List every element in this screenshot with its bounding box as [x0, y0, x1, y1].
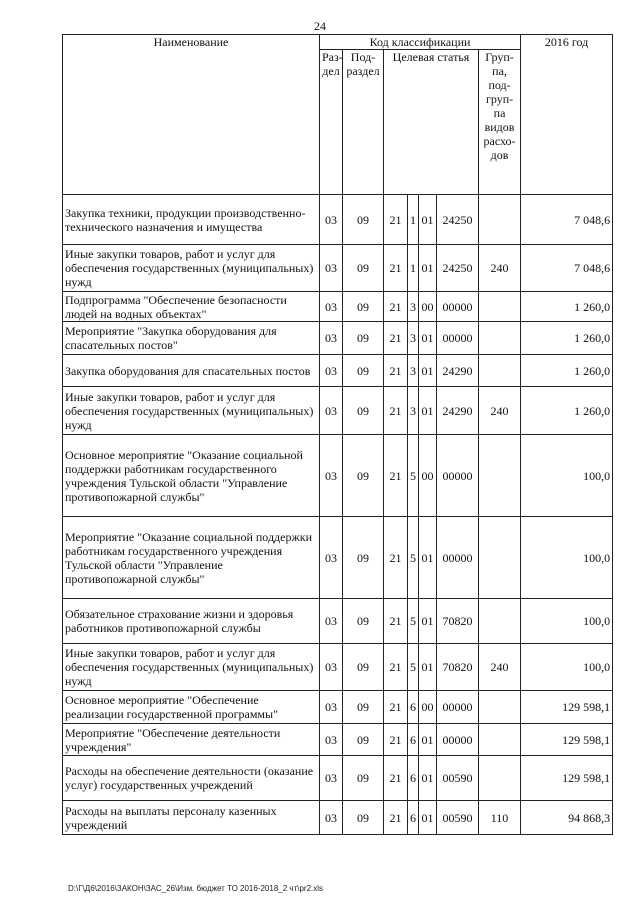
row-target-subprogram: 3: [408, 292, 419, 322]
row-target-direction: 00000: [437, 517, 479, 599]
row-section: 03: [320, 355, 343, 387]
row-target-direction: 00000: [437, 724, 479, 756]
table-row: [63, 801, 613, 835]
row-target-program: 21: [384, 322, 408, 355]
row-amount: 100,0: [521, 435, 613, 517]
table-row: [63, 387, 613, 435]
row-target-direction: 00000: [437, 292, 479, 322]
row-expense-type: [479, 756, 521, 801]
row-target-event: 01: [419, 387, 437, 435]
row-target-event: 01: [419, 355, 437, 387]
row-name: Закупка техники, продукции производственно-технического назначения и имущества: [63, 195, 320, 245]
row-subsection: 09: [343, 435, 384, 517]
row-section: 03: [320, 387, 343, 435]
table-row: [63, 195, 613, 245]
row-target-subprogram: 5: [408, 644, 419, 691]
row-amount: 1 260,0: [521, 322, 613, 355]
header-name: Наименование: [63, 35, 320, 195]
row-section: 03: [320, 245, 343, 292]
row-section: 03: [320, 644, 343, 691]
file-path-footer: D:\Г\Д6\2016\ЗАКОН\ЗАС_26\Изм. бюджет ТО 2016-2018_2 чт\pr2.xls: [68, 884, 324, 893]
row-section: 03: [320, 517, 343, 599]
header-year: 2016 год: [521, 35, 613, 195]
table-row: [63, 724, 613, 756]
row-name: Иные закупки товаров, работ и услуг для обеспечения государственных (муниципальных) нужд: [63, 644, 320, 691]
row-subsection: 09: [343, 801, 384, 835]
row-subsection: 09: [343, 387, 384, 435]
row-name: Мероприятие "Обеспечение деятельности учреждения": [63, 724, 320, 756]
row-expense-type: [479, 599, 521, 644]
row-target-direction: 70820: [437, 644, 479, 691]
row-target-event: 00: [419, 292, 437, 322]
row-target-direction: 00000: [437, 435, 479, 517]
row-subsection: 09: [343, 245, 384, 292]
row-section: 03: [320, 756, 343, 801]
row-amount: 100,0: [521, 644, 613, 691]
row-section: 03: [320, 599, 343, 644]
row-amount: 1 260,0: [521, 387, 613, 435]
row-target-event: 01: [419, 322, 437, 355]
row-expense-type: [479, 195, 521, 245]
row-expense-type: [479, 435, 521, 517]
row-target-subprogram: 3: [408, 387, 419, 435]
row-subsection: 09: [343, 691, 384, 724]
row-expense-type: 110: [479, 801, 521, 835]
header-section: Раз-дел: [320, 50, 343, 195]
row-target-program: 21: [384, 756, 408, 801]
row-subsection: 09: [343, 599, 384, 644]
row-name: Мероприятие "Закупка оборудования для спасательных постов": [63, 322, 320, 355]
row-target-event: 01: [419, 801, 437, 835]
table-row: [63, 322, 613, 355]
row-target-subprogram: 6: [408, 724, 419, 756]
row-section: 03: [320, 292, 343, 322]
table-row: [63, 355, 613, 387]
row-section: 03: [320, 691, 343, 724]
row-section: 03: [320, 435, 343, 517]
page-number: 24: [314, 19, 326, 33]
row-name: Расходы на обеспечение деятельности (оказание услуг) государственных учреждений: [63, 756, 320, 801]
row-target-subprogram: 6: [408, 801, 419, 835]
budget-table: [62, 34, 613, 835]
row-target-subprogram: 3: [408, 322, 419, 355]
row-subsection: 09: [343, 517, 384, 599]
row-amount: 129 598,1: [521, 691, 613, 724]
header-target-article: Целевая статья: [384, 50, 479, 195]
row-target-subprogram: 6: [408, 691, 419, 724]
row-amount: 7 048,6: [521, 245, 613, 292]
table-row: [63, 517, 613, 599]
row-section: 03: [320, 801, 343, 835]
row-target-program: 21: [384, 644, 408, 691]
row-target-event: 01: [419, 195, 437, 245]
row-target-program: 21: [384, 599, 408, 644]
header-expense-group: Груп-па, под-груп-па видов расхо-дов: [479, 50, 521, 195]
row-target-program: 21: [384, 724, 408, 756]
row-amount: 100,0: [521, 517, 613, 599]
row-target-event: 01: [419, 245, 437, 292]
row-amount: 129 598,1: [521, 756, 613, 801]
row-target-direction: 00000: [437, 322, 479, 355]
row-expense-type: [479, 724, 521, 756]
row-target-program: 21: [384, 195, 408, 245]
row-target-program: 21: [384, 517, 408, 599]
row-name: Расходы на выплаты персоналу казенных учреждений: [63, 801, 320, 835]
row-target-direction: 70820: [437, 599, 479, 644]
row-name: Обязательное страхование жизни и здоровья работников противопожарной службы: [63, 599, 320, 644]
row-subsection: 09: [343, 292, 384, 322]
row-subsection: 09: [343, 355, 384, 387]
row-name: Подпрограмма "Обеспечение безопасности людей на водных объектах": [63, 292, 320, 322]
row-subsection: 09: [343, 322, 384, 355]
row-name: Основное мероприятие "Оказание социальной поддержки работникам государственного учреждения Тульской области "Управление противопожарной службы": [63, 435, 320, 517]
row-target-direction: 24250: [437, 245, 479, 292]
row-name: Иные закупки товаров, работ и услуг для обеспечения государственных (муниципальных) нужд: [63, 245, 320, 292]
row-target-subprogram: 5: [408, 435, 419, 517]
row-target-event: 01: [419, 724, 437, 756]
row-expense-type: [479, 517, 521, 599]
row-amount: 129 598,1: [521, 724, 613, 756]
table-row: [63, 691, 613, 724]
row-target-program: 21: [384, 292, 408, 322]
header-subsection: Под-раздел: [343, 50, 384, 195]
row-section: 03: [320, 195, 343, 245]
row-section: 03: [320, 724, 343, 756]
table-row: [63, 756, 613, 801]
header-classification: Код классификации: [320, 35, 521, 50]
table-row: [63, 245, 613, 292]
row-amount: 94 868,3: [521, 801, 613, 835]
row-expense-type: [479, 355, 521, 387]
row-expense-type: [479, 691, 521, 724]
table-row: [63, 435, 613, 517]
row-target-event: 01: [419, 756, 437, 801]
row-target-event: 01: [419, 599, 437, 644]
row-subsection: 09: [343, 195, 384, 245]
row-target-subprogram: 3: [408, 355, 419, 387]
row-target-direction: 00590: [437, 756, 479, 801]
row-amount: 1 260,0: [521, 355, 613, 387]
row-expense-type: 240: [479, 387, 521, 435]
row-target-subprogram: 5: [408, 599, 419, 644]
row-target-subprogram: 5: [408, 517, 419, 599]
row-subsection: 09: [343, 644, 384, 691]
row-target-program: 21: [384, 691, 408, 724]
row-target-direction: 24290: [437, 387, 479, 435]
table-row: [63, 292, 613, 322]
row-target-event: 01: [419, 644, 437, 691]
row-target-event: 00: [419, 691, 437, 724]
row-target-program: 21: [384, 435, 408, 517]
row-name: Основное мероприятие "Обеспечение реализации государственной программы": [63, 691, 320, 724]
row-expense-type: 240: [479, 644, 521, 691]
row-target-direction: 24290: [437, 355, 479, 387]
row-target-event: 00: [419, 435, 437, 517]
row-target-program: 21: [384, 245, 408, 292]
row-target-subprogram: 1: [408, 195, 419, 245]
row-expense-type: [479, 292, 521, 322]
table-row: [63, 644, 613, 691]
row-expense-type: [479, 322, 521, 355]
row-subsection: 09: [343, 756, 384, 801]
row-subsection: 09: [343, 724, 384, 756]
row-target-program: 21: [384, 387, 408, 435]
table-row: [63, 599, 613, 644]
row-amount: 1 260,0: [521, 292, 613, 322]
row-amount: 100,0: [521, 599, 613, 644]
row-target-direction: 00590: [437, 801, 479, 835]
row-target-program: 21: [384, 355, 408, 387]
row-name: Мероприятие "Оказание социальной поддержки работникам государственного учреждения Тульской области "Управление противопожарной службы": [63, 517, 320, 599]
row-name: Иные закупки товаров, работ и услуг для обеспечения государственных (муниципальных) нужд: [63, 387, 320, 435]
row-amount: 7 048,6: [521, 195, 613, 245]
row-target-direction: 24250: [437, 195, 479, 245]
row-section: 03: [320, 322, 343, 355]
row-target-subprogram: 6: [408, 756, 419, 801]
row-target-program: 21: [384, 801, 408, 835]
row-target-direction: 00000: [437, 691, 479, 724]
row-target-subprogram: 1: [408, 245, 419, 292]
row-target-event: 01: [419, 517, 437, 599]
row-expense-type: 240: [479, 245, 521, 292]
row-name: Закупка оборудования для спасательных постов: [63, 355, 320, 387]
